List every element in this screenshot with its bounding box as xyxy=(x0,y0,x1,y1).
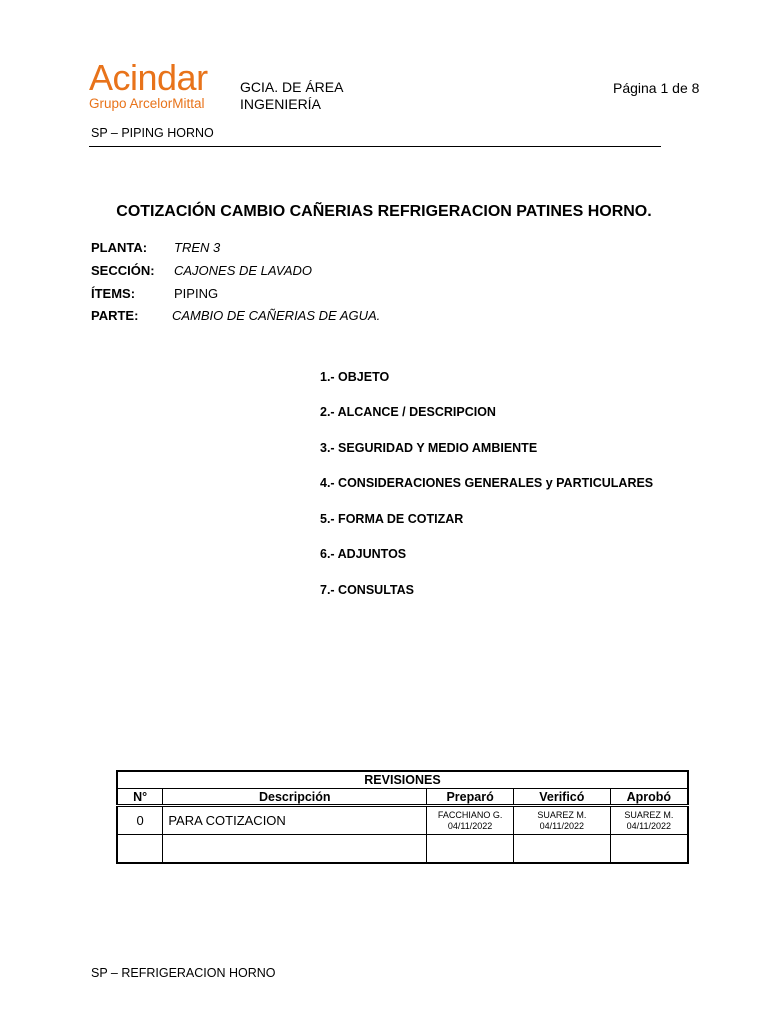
revision-number: 0 xyxy=(117,806,163,835)
revision-approved xyxy=(610,806,688,835)
revision-prepared xyxy=(427,806,514,835)
empty-cell xyxy=(163,835,427,864)
meta-label: PARTE: xyxy=(91,308,139,323)
revision-verified xyxy=(513,806,610,835)
column-header-description: Descripción xyxy=(163,789,427,806)
revisions-table xyxy=(116,770,689,864)
toc-item-consideraciones: 4.- CONSIDERACIONES GENERALES y PARTICULARES xyxy=(320,476,654,490)
table-row xyxy=(117,806,688,835)
page-indicator: Página 1 de 8 xyxy=(613,80,700,96)
empty-cell xyxy=(427,835,514,864)
meta-value: TREN 3 xyxy=(174,240,221,255)
document-title: COTIZACIÓN CAMBIO CAÑERIAS REFRIGERACION PATINES HORNO. xyxy=(116,203,652,220)
header-divider xyxy=(89,146,661,147)
revisions-header-row xyxy=(117,789,688,806)
approved-date: 04/11/2022 xyxy=(626,820,672,831)
toc-item-alcance: 2.- ALCANCE / DESCRIPCION xyxy=(320,405,496,419)
department-line-1: GCIA. DE ÁREA xyxy=(240,79,344,95)
meta-label: PLANTA: xyxy=(91,240,148,255)
table-row-empty xyxy=(117,835,688,864)
meta-label: ÍTEMS: xyxy=(91,286,136,301)
empty-cell xyxy=(117,835,163,864)
empty-cell xyxy=(513,835,610,864)
empty-cell xyxy=(610,835,688,864)
toc-item-consultas: 7.- CONSULTAS xyxy=(320,583,414,597)
meta-value: CAMBIO DE CAÑERIAS DE AGUA. xyxy=(172,308,381,323)
verified-name: SUAREZ M. xyxy=(537,809,587,820)
footer-doc-code: SP – REFRIGERACION HORNO xyxy=(91,966,276,980)
column-header-approved: Aprobó xyxy=(610,789,688,806)
prepared-name: FACCHIANO G. xyxy=(437,809,503,820)
meta-label: SECCIÓN: xyxy=(91,263,155,278)
department-block xyxy=(240,79,343,113)
company-logo-name: Acindar xyxy=(89,57,208,98)
toc-item-seguridad: 3.- SEGURIDAD Y MEDIO AMBIENTE xyxy=(320,441,538,455)
meta-value: CAJONES DE LAVADO xyxy=(174,263,312,278)
approved-name: SUAREZ M. xyxy=(624,809,674,820)
department-line-2: INGENIERÍA xyxy=(240,96,321,112)
verified-date: 04/11/2022 xyxy=(539,820,585,831)
company-logo-group: Grupo ArcelorMittal xyxy=(89,96,205,111)
toc-item-objeto: 1.- OBJETO xyxy=(320,370,390,384)
prepared-date: 04/11/2022 xyxy=(447,820,493,831)
column-header-number: N° xyxy=(117,789,163,806)
column-header-prepared: Preparó xyxy=(427,789,514,806)
column-header-verified: Verificó xyxy=(513,789,610,806)
toc-item-adjuntos: 6.- ADJUNTOS xyxy=(320,547,407,561)
revisions-title: REVISIONES xyxy=(117,771,688,789)
meta-value: PIPING xyxy=(174,286,219,301)
toc-item-forma-cotizar: 5.- FORMA DE COTIZAR xyxy=(320,512,464,526)
header-doc-code: SP – PIPING HORNO xyxy=(91,126,214,140)
revision-description: PARA COTIZACION xyxy=(163,806,427,835)
